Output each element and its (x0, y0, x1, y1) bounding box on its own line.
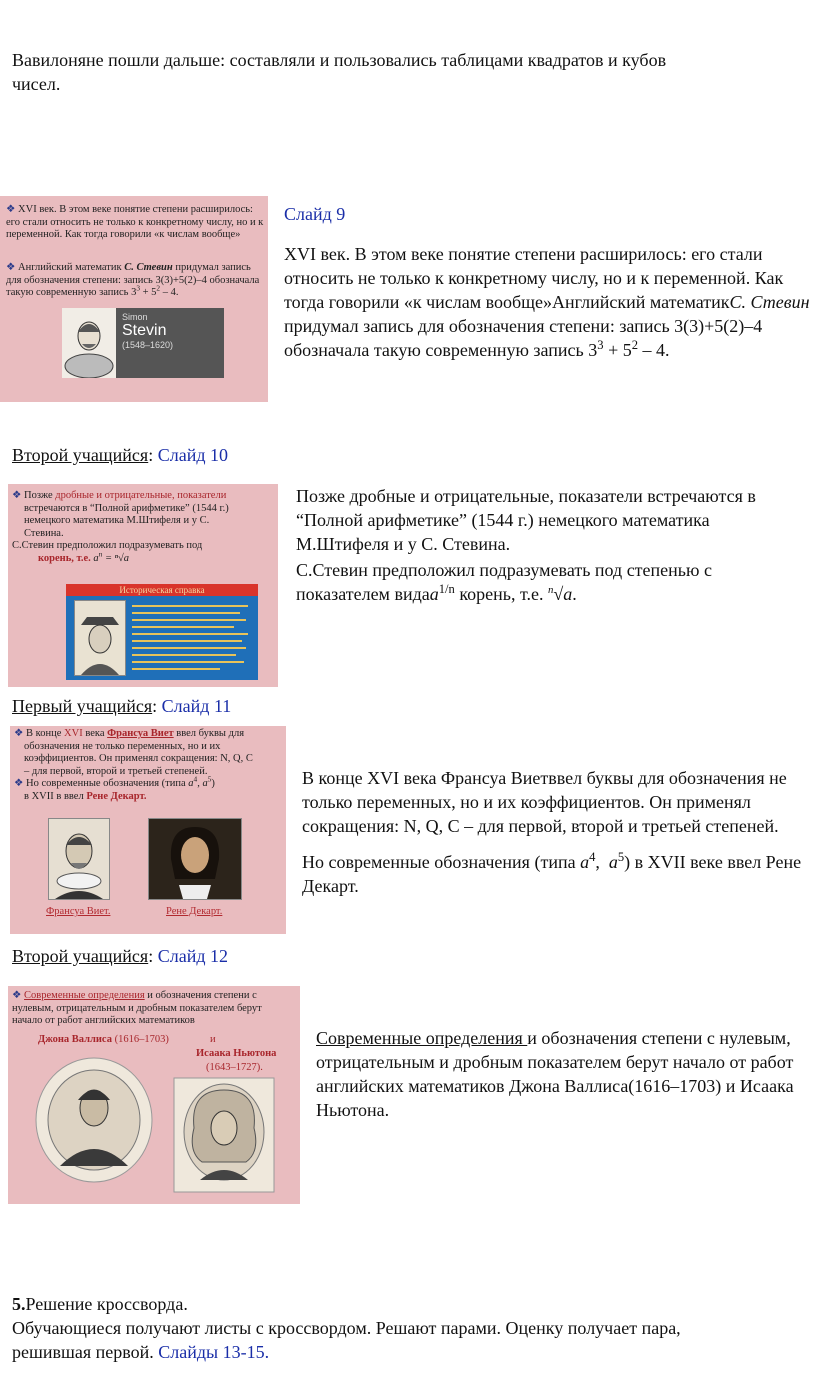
intro-line-2: чисел. (12, 74, 61, 94)
descartes-portrait (148, 818, 242, 900)
section-5-title: 5.Решение кроссворда. (12, 1294, 188, 1314)
slide-12-thumb-text: ❖ Современные определения и обозначения степени с нулевым, отрицательным и дробным показателем берут начало от работ английских математиков (12, 990, 262, 1026)
student-label: Второй учащийся (12, 445, 149, 465)
stevin-portrait-image (62, 308, 116, 378)
slide-11-heading: Слайд 11 (161, 696, 232, 716)
stifel-portrait (74, 600, 126, 676)
descartes-caption: Рене Декарт. (166, 906, 223, 917)
slide-11-thumb-text: ❖ В конце XVI века Франсуа Виет ввел буквы для обозначения не только переменных, но и их коэффициентов. Он применял сокращения: N, Q, C – для первой, второй и третьей степеней. ❖ Но современные обозначения (типа $a^4$, $a^5$) в XVII в ввел Рене Декарт. (14, 728, 253, 802)
student-label: Первый учащийся (12, 696, 153, 716)
historical-note-box (66, 584, 258, 680)
intro-line-1: Вавилоняне пошли дальше: составляли и пользовались таблицами квадратов и кубов (12, 50, 667, 70)
slide-12-label: Второй учащийся: Слайд 12 (12, 946, 229, 966)
newton-name: Исаака Ньютона (196, 1048, 277, 1059)
slides-13-15-link: Слайды 13-15. (158, 1342, 270, 1362)
slide-11-label: Первый учащийся: Слайд 11 (12, 696, 232, 716)
slide-12-body: Современные определения и обозначения степени с нулевым, отрицательным и дробным показателем берут начало от работ английских математиков Джона Валлиса(1616–1703) и Исаака Ньютона. (316, 1028, 794, 1120)
newton-years: (1643–1727). (206, 1062, 263, 1073)
slide-10-thumbnail (8, 484, 278, 687)
slide-9-thumb-paragraph-2: ❖ Английский математик С. Стевин придумал запись для обозначения степени: запись 3(3)+5(2)–4 обозначала такую современную запись $3^3 + 5^2 - 4$. (6, 262, 260, 298)
newton-portrait (172, 1076, 276, 1194)
wallis-label: Джона Валлиса (1616–1703) (38, 1034, 169, 1045)
intro-text (12, 48, 802, 96)
slide-11-body: В конце XVI века Франсуа Виетввел буквы для обозначения не только переменных, но и их коэффициентов. Он применял сокращения: N, Q, C – для первой, второй и третьей степеней. Но современные обозначения (типа $a^4$, $a^5$) в XVII веке ввел Рене Декарт. (302, 768, 802, 896)
section-5-line-2: Обучающиеся получают листы с кроссвордом. Решают парами. Оценку получает пара, (12, 1318, 681, 1338)
section-5-line-3: решившая первой. Слайды 13-15. (12, 1342, 270, 1362)
stevin-card-years: (1548–1620) (122, 340, 174, 350)
slide-12-heading: Слайд 12 (157, 946, 229, 966)
viete-caption: Франсуа Виет. (46, 906, 111, 917)
slide-10-heading: Слайд 10 (157, 445, 229, 465)
slide-10-body: Позже дробные и отрицательные, показатели встречаются в “Полной арифметике” (1544 г.) немецкого математика М.Штифеля и у С. Стевина. С.Стевин предположил подразумевать под степенью с показателем видаa$^{1/n}$ корень, т.е. $^n$√a. (296, 486, 756, 604)
slide-10-label: Второй учащийся: Слайд 10 (12, 445, 229, 465)
section-5 (12, 1292, 802, 1364)
slide-9-thumbnail (0, 196, 268, 402)
slide-9-thumb-paragraph-1: ❖ XVI век. В этом веке понятие степени расширилось: его стали относить не только к конкретному числу, но и к переменной. Как тогда говорили «к числам вообще» (6, 204, 264, 240)
wallis-portrait (34, 1056, 154, 1184)
slide-12-thumbnail (8, 986, 300, 1204)
slide-9-heading: Слайд 9 (284, 204, 346, 224)
slide-11-thumbnail (10, 726, 286, 934)
stevin-card-first: Simon (122, 312, 148, 322)
historical-note-lines (130, 602, 252, 674)
viete-portrait (48, 818, 110, 900)
slide-10-thumb-text: ❖ Позже дробные и отрицательные, показатели встречаются в “Полной арифметике” (1544 г.) немецкого математика М.Штифеля и у С. Стевина. С.Стевин предположил подразумевать под корень, т.е. $a^n = ^n√a$ (12, 490, 229, 564)
slide-9-body: XVI век. В этом веке понятие степени расширилось: его стали относить не только к конкретному числу, но и к переменной. Как тогда говорили «к числам вообще»Английский математикС. Стевин придумал запись для обозначения степени: запись 3(3)+5(2)–4 обозначала такую современную запись $3^3 + 5^2 - 4$. (284, 244, 810, 360)
historical-note-title: Историческая справка (66, 584, 258, 596)
and-label: и (210, 1034, 216, 1045)
stevin-portrait-card (62, 308, 224, 378)
student-label: Второй учащийся (12, 946, 149, 966)
stevin-card-last: Stevin (122, 322, 167, 339)
